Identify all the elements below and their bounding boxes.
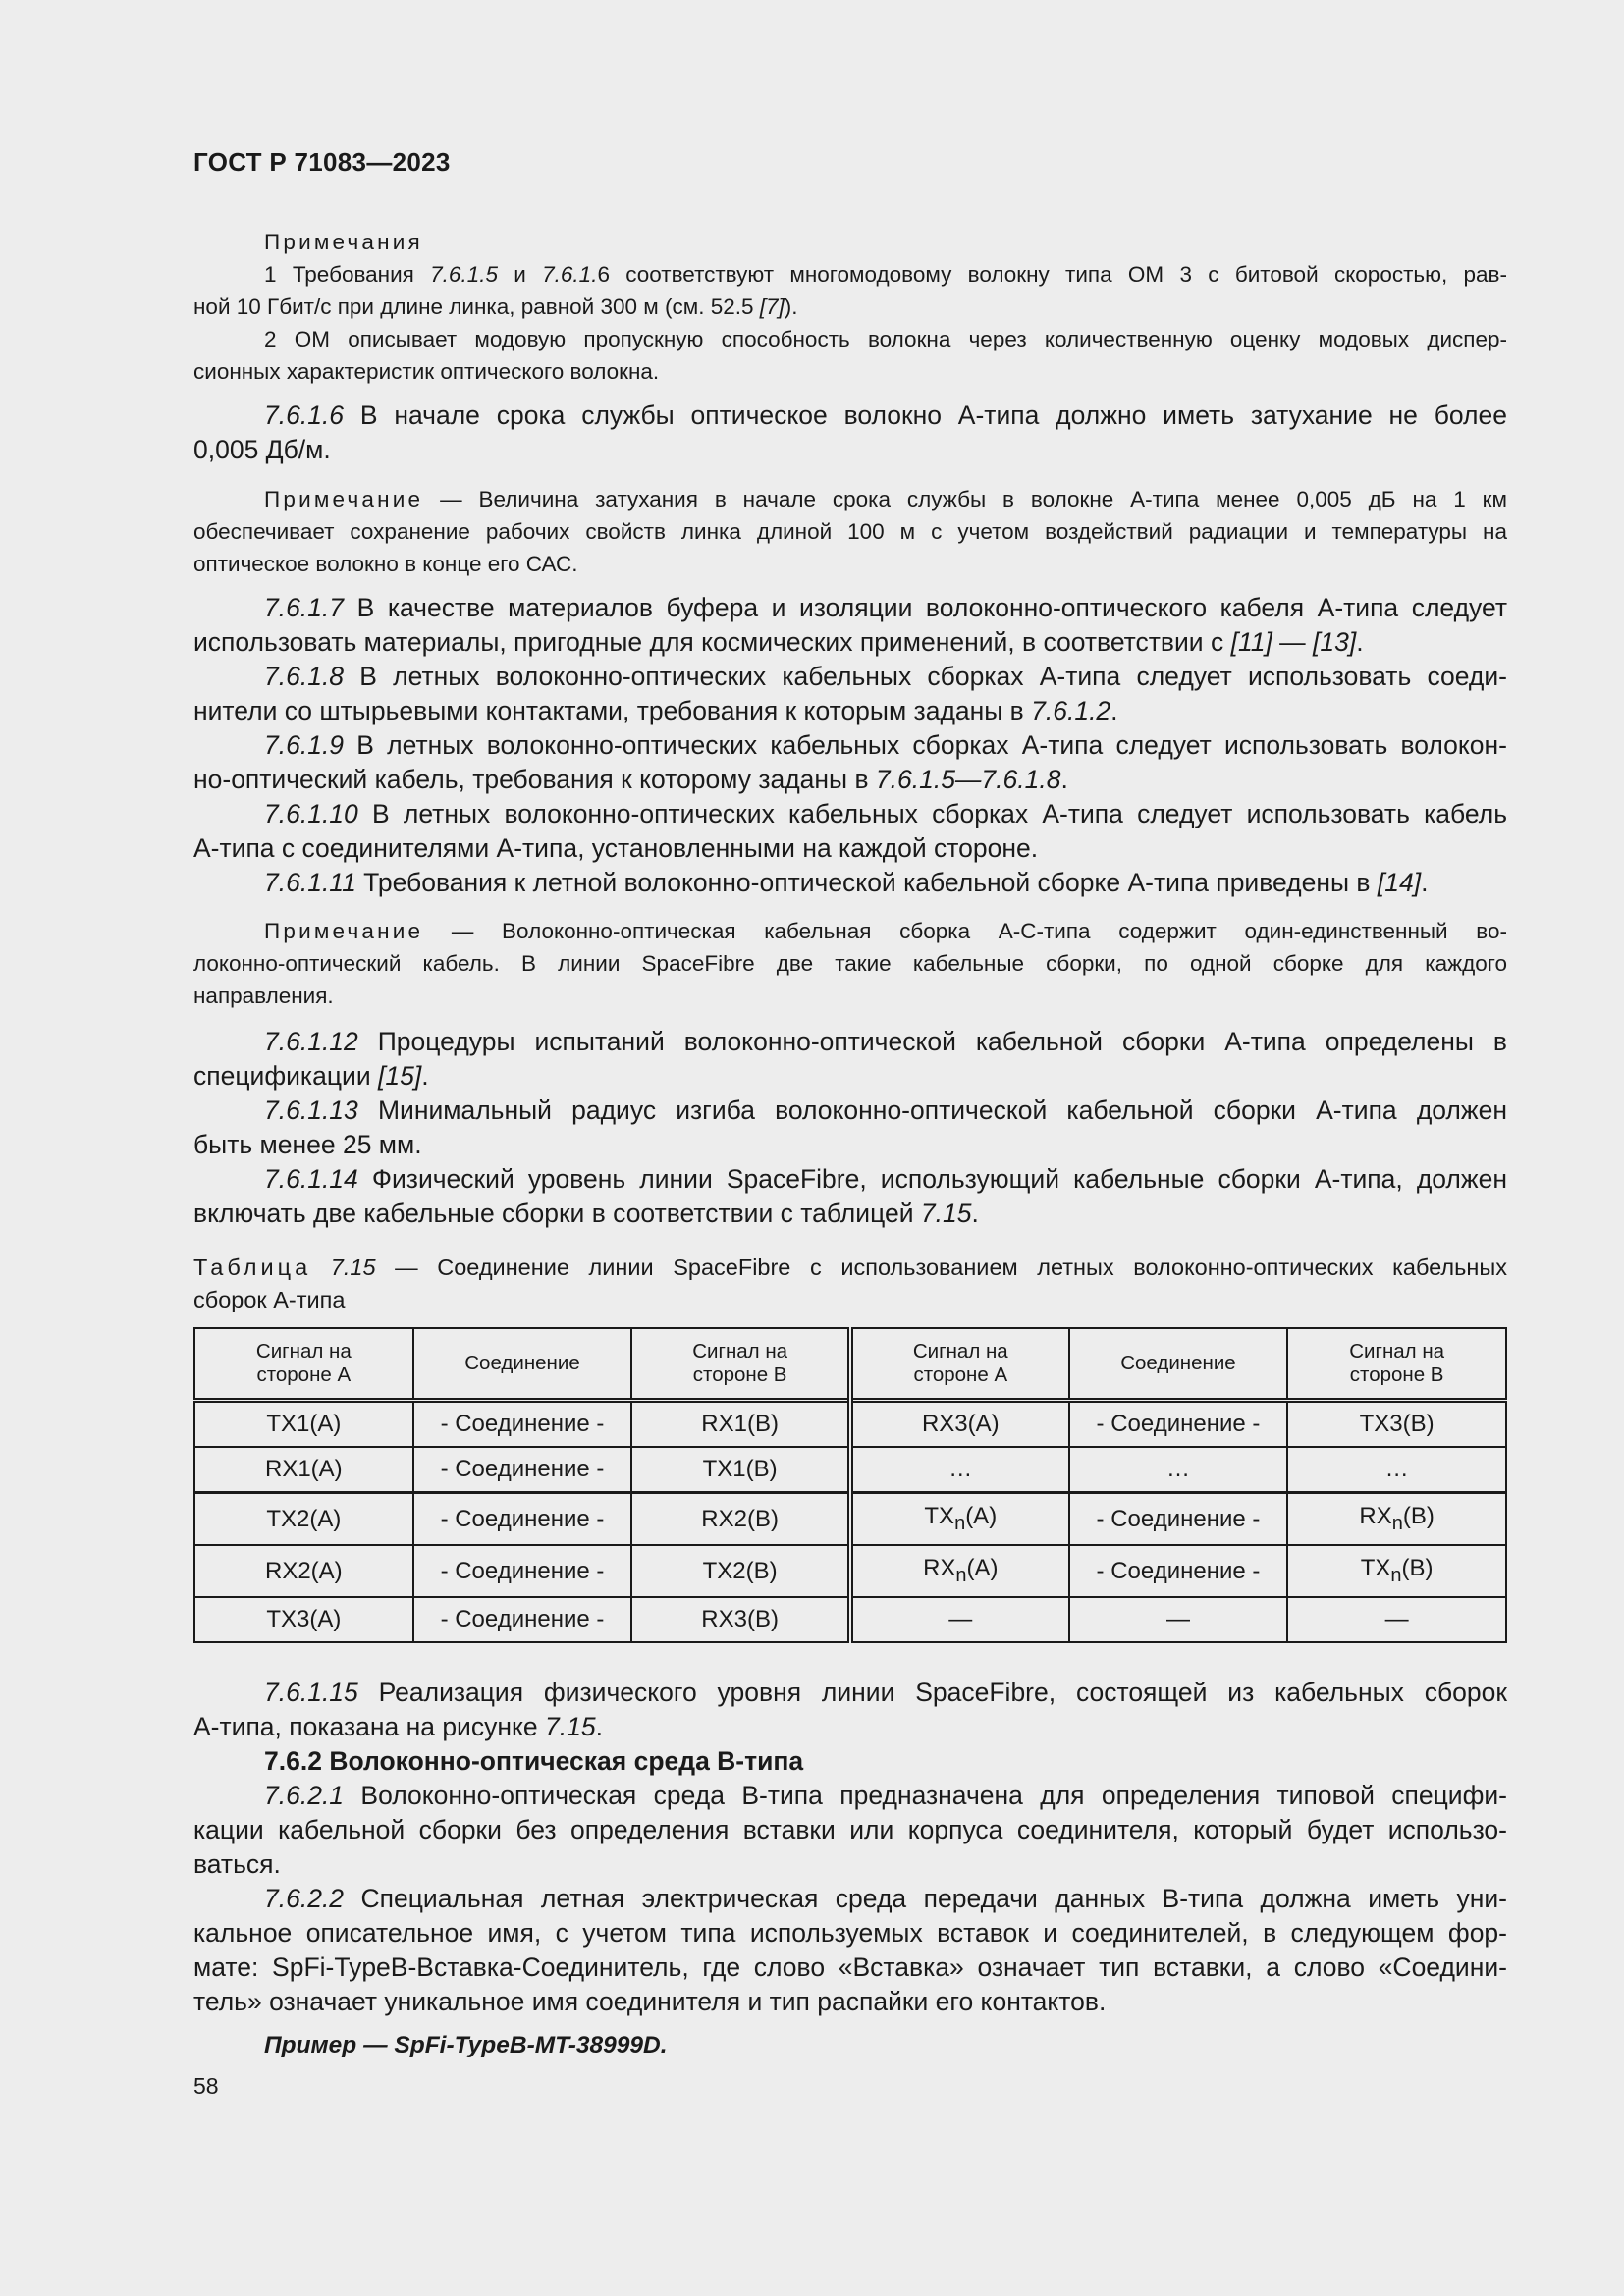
paragraphs-7-6-1-15-and-7-6-2: 7.6.1.15 Реализация физического уровня линии SpaceFibre, состоящей из кабельных сборок А-типа, показана на рисунке 7.15. 7.6.2 Волоконно-оптическая среда В-типа 7.6.2.1 Волоконно-оптическая среда В-типа предназначена для определения типовой специфи- кации кабельной сборки без определения вставки или корпуса соединителя, который будет использо- ваться. 7.6.2.2 Специальная летная электрическая среда передачи данных В-типа должна иметь уни- кальное описательное имя, с учетом типа используемых вставок и соединителей, в следующем фор- мате: SpFi-TypeB-Вставка-Соединитель, где слово «Вставка» означает тип вставки, а слово «Соедини- тель» означает уникальное имя соединителя и тип распайки его контактов.	[193, 1678, 1507, 2016]
table-row: TX1(A) - Соединение - RX1(B) RX3(A) - Соединение - TX3(B)	[194, 1401, 1506, 1448]
table-row: TX2(A) - Соединение - RX2(B) $TX_n(A)$ - Соединение - $RX_n(B)$	[194, 1493, 1506, 1546]
paragraph-7-6-1-9: 7.6.1.9 В летных волоконно-оптических кабельных сборках А-типа следует использовать волокон-	[264, 730, 1507, 760]
page-number: 58	[193, 2073, 219, 2099]
header-cell: Соединение	[413, 1328, 632, 1401]
paragraph-7-6-1-10: 7.6.1.10 В летных волоконно-оптических кабельных сборках А-типа следует использовать кабель	[264, 799, 1507, 828]
document-code: ГОСТ Р 71083—2023	[193, 147, 451, 177]
paragraph-7-6-1-15: 7.6.1.15 Реализация физического уровня линии SpaceFibre, состоящей из кабельных сборок	[264, 1678, 1507, 1707]
example-line: Пример — SpFi-TypeB-MT-38999D.	[264, 2032, 668, 2058]
note-label: Примечание	[264, 487, 424, 511]
note-label: Примечание	[264, 919, 424, 943]
note-2-line-2: сионных характеристик оптического волокна.	[193, 359, 660, 384]
table-row: RX2(A) - Соединение - TX2(B) $RX_n(A)$ - Соединение - $TX_n(B)$	[194, 1545, 1506, 1597]
header-cell: Соединение	[1069, 1328, 1288, 1401]
note-block-3: Примечание — Волоконно-оптическая кабельная сборка А-С-типа содержит один-единственный во- локонно-оптический кабель. В линии SpaceFibre две такие кабельные сборки, по одной сборке для каждого направления.	[193, 919, 1507, 1008]
paragraph-7-6-1-13: 7.6.1.13 Минимальный радиус изгиба волоконно-оптической кабельной сборки А-типа должен	[264, 1095, 1507, 1125]
paragraph-7-6-1-12: 7.6.1.12 Процедуры испытаний волоконно-оптической кабельной сборки А-типа определены в	[264, 1027, 1507, 1056]
note-1-line-2: ной 10 Гбит/с при длине линка, равной 300 м (см. 52.5 [7]).	[193, 294, 798, 319]
paragraph-7-6-2-2: 7.6.2.2 Специальная летная электрическая среда передачи данных В-типа должна иметь уни-	[264, 1884, 1507, 1913]
paragraphs-7-6-1-7-to-11: 7.6.1.7 В качестве материалов буфера и изоляции волоконно-оптического кабеля А-типа следует использовать материалы, пригодные для космических применений, в соответствии с [11] — [13]. 7.6.1.8 В летных волоконно-оптических кабельных сборках А-типа следует использовать соеди- нители со штырьевыми контактами, требования к которым заданы в 7.6.1.2. 7.6.1.9 В летных волоконно-оптических кабельных сборках А-типа следует использовать волокон- но-оптический кабель, требования к которому заданы в 7.6.1.5—7.6.1.8. 7.6.1.10 В летных волоконно-оптических кабельных сборках А-типа следует использовать кабель А-типа с соединителями А-типа, установленными на каждой стороне. 7.6.1.11 Требования к летной волоконно-оптической кабельной сборке А-типа приведены в [14].	[193, 591, 1507, 900]
header-cell: Сигнал на стороне В	[631, 1328, 850, 1401]
table-row: RX1(A) - Соединение - TX1(B) … … …	[194, 1447, 1506, 1492]
note-2-line-1: 2 ОМ описывает модовую пропускную способность волокна через количественную оценку модовых диспер-	[264, 327, 1507, 351]
paragraph-7-6-1-6: 7.6.1.6 В начале срока службы оптическое волокно А-типа должно иметь затухание не более 0,005 Дб/м.	[193, 400, 1507, 464]
header-cell: Сигнал на стороне А	[194, 1328, 413, 1401]
table-header-row	[194, 1328, 1506, 1401]
note-1-line-1: 1 Требования 7.6.1.5 и 7.6.1.6 соответствуют многомодовому волокну типа ОМ 3 с битовой скоростью, рав-	[264, 262, 1508, 287]
table-caption: Таблица 7.15 — Соединение линии SpaceFibre с использованием летных волоконно-оптических кабельных сборок А-типа	[193, 1255, 1507, 1312]
paragraph-7-6-1-14: 7.6.1.14 Физический уровень линии SpaceFibre, использующий кабельные сборки А-типа, должен	[264, 1164, 1507, 1194]
clause-number: 7.6.1.6	[264, 400, 345, 430]
paragraph-7-6-1-8: 7.6.1.8 В летных волоконно-оптических кабельных сборках А-типа следует использовать соеди-	[264, 662, 1507, 691]
header-cell: Сигнал на стороне А	[850, 1328, 1069, 1401]
table-row: TX3(A) - Соединение - RX3(B) — — —	[194, 1597, 1506, 1642]
notes-label: Примечания	[264, 230, 423, 254]
section-heading-7-6-2: 7.6.2 Волоконно-оптическая среда В-типа	[264, 1746, 804, 1776]
connection-table	[193, 1327, 1507, 1643]
header-cell: Сигнал на стороне В	[1287, 1328, 1506, 1401]
paragraph-7-6-1-11: 7.6.1.11 Требования к летной волоконно-оптической кабельной сборке А-типа приведены в [14].	[264, 868, 1429, 897]
paragraph-7-6-2-1: 7.6.2.1 Волоконно-оптическая среда В-типа предназначена для определения типовой специфи-	[264, 1781, 1507, 1810]
paragraphs-7-6-1-12-to-14: 7.6.1.12 Процедуры испытаний волоконно-оптической кабельной сборки А-типа определены в спецификации [15]. 7.6.1.13 Минимальный радиус изгиба волоконно-оптической кабельной сборки А-типа должен быть менее 25 мм. 7.6.1.14 Физический уровень линии SpaceFibre, использующий кабельные сборки А-типа, должен включать две кабельные сборки в соответствии с таблицей 7.15.	[193, 1027, 1507, 1228]
paragraph-7-6-1-7: 7.6.1.7 В качестве материалов буфера и изоляции волоконно-оптического кабеля А-типа следует	[264, 593, 1507, 622]
notes-block	[193, 226, 1507, 388]
note-block-2: Примечание — Величина затухания в начале срока службы в волокне А-типа менее 0,005 дБ на 1 км обеспечивает сохранение рабочих свойств линка длиной 100 м с учетом воздействий радиации и температуры на оптическое волокно в конце его САС.	[193, 487, 1507, 576]
